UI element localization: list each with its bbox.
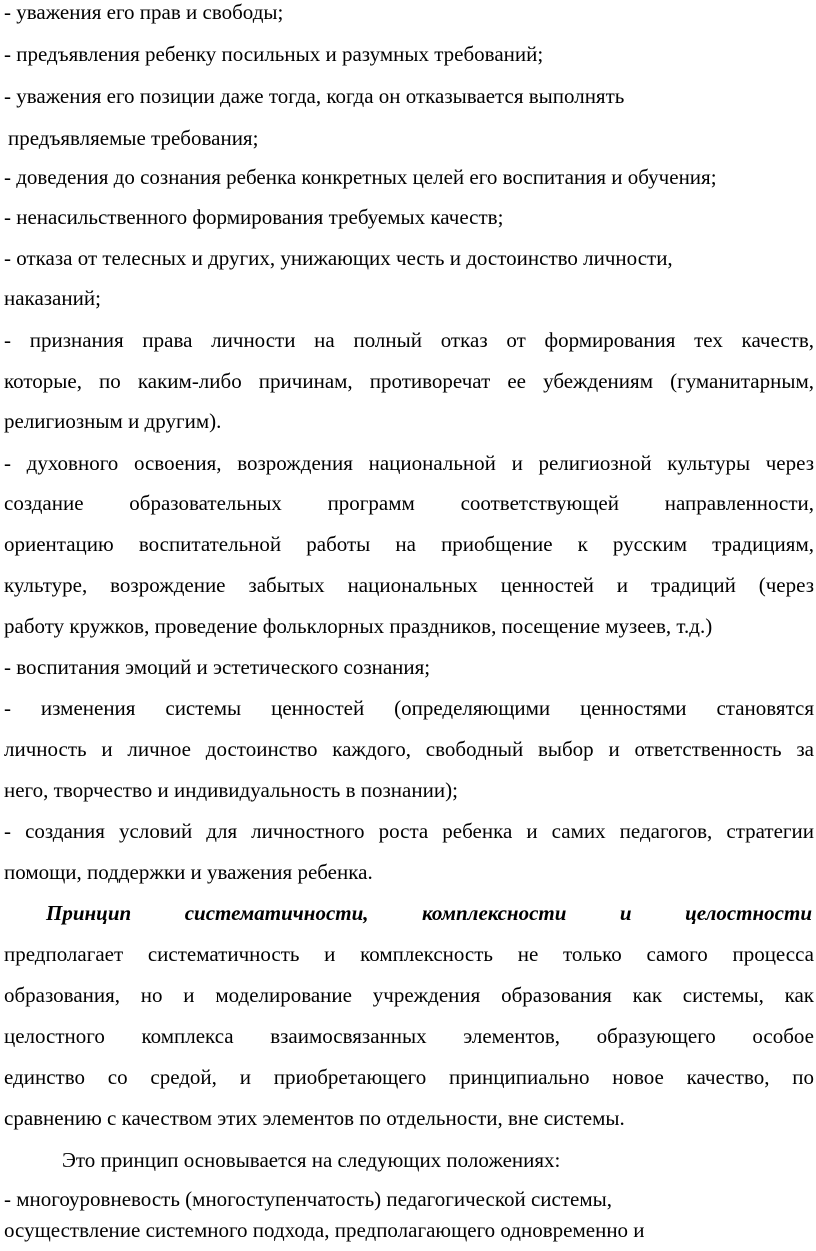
text-line: культуре, возрождение забытых национальных ценностей и традиций (через [4,573,814,597]
text-line: осуществление системного подхода, предполагающего одновременно и [4,1218,645,1242]
text-line: - воспитания эмоций и эстетического сознания; [4,655,431,679]
text-line: - отказа от телесных и других, унижающих честь и достоинство личности, [4,246,673,270]
text-line: него, творчество и индивидуальность в познании); [4,778,458,802]
text-line: - уважения его позиции даже тогда, когда он отказывается выполнять [4,84,625,108]
text-line: единство со средой, и приобретающего принципиально новое качество, по [4,1065,814,1089]
text-line: работу кружков, проведение фольклорных праздников, посещение музеев, т.д.) [4,614,713,638]
text-line: - доведения до сознания ребенка конкретных целей его воспитания и обучения; [4,165,717,189]
text-line: целостного комплекса взаимосвязанных элементов, образующего особое [4,1024,814,1048]
text-line: - признания права личности на полный отказ от формирования тех качеств, [4,328,814,352]
text-line: сравнению с качеством этих элементов по отдельности, вне системы. [4,1106,625,1130]
section-heading: Принцип систематичности, комплексности и целостности [46,901,812,925]
text-line: - изменения системы ценностей (определяющими ценностями становятся [4,696,814,720]
text-line: ориентацию воспитательной работы на приобщение к русским традициям, [4,532,814,556]
text-line: предъявляемые требования; [8,126,259,150]
text-line: предполагает систематичность и комплексность не только самого процесса [4,942,814,966]
text-line: которые, по каким-либо причинам, противоречат ее убеждениям (гуманитарным, [4,369,814,393]
text-line: образования, но и моделирование учреждения образования как системы, как [4,983,814,1007]
text-line: - уважения его прав и свободы; [4,0,284,24]
text-line: - многоуровневость (многоступенчатость) педагогической системы, [4,1187,612,1211]
text-line: личность и личное достоинство каждого, свободный выбор и ответственность за [4,737,814,761]
text-line: наказаний; [4,286,101,310]
text-line: - создания условий для личностного роста ребенка и самих педагогов, стратегии [4,819,814,843]
text-line: религиозным и другим). [4,409,222,433]
text-line: создание образовательных программ соответствующей направленности, [4,491,814,515]
text-line: Это принцип основывается на следующих положениях: [62,1148,561,1172]
text-line: - ненасильственного формирования требуемых качеств; [4,205,504,229]
text-line: помощи, поддержки и уважения ребенка. [4,860,373,884]
text-line: - предъявления ребенку посильных и разумных требований; [4,42,544,66]
text-line: - духовного освоения, возрождения национальной и религиозной культуры через [4,451,814,475]
